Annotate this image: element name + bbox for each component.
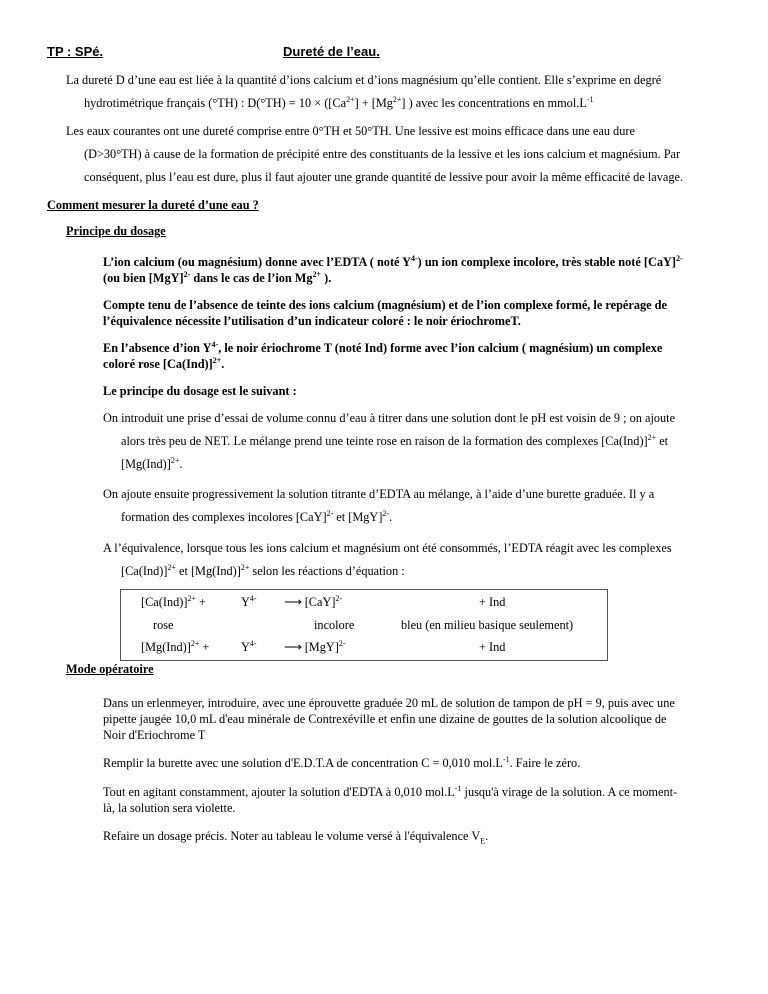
text: ] ) avec les concentrations en mmol.L — [401, 96, 587, 110]
text: Tout en agitant constamment, ajouter la solution d'EDTA à 0,010 mol.L — [103, 785, 455, 799]
superscript: -1 — [586, 94, 594, 104]
principle-paragraph-3-line-1: A l’équivalence, lorsque tous les ions calcium et magnésium ont été consommés, l’EDTA réagit avec les complexes — [103, 541, 672, 555]
intro-paragraph-2-line-2: (D>30°TH) à cause de la formation de précipité entre des constituants de la lessive et les ions calcium et magnésium. Par — [84, 147, 681, 161]
text: hydrotimétrique français (°TH) : D(°TH) = 10 × ([Ca — [84, 96, 347, 110]
doc-label: TP : SPé. — [47, 44, 104, 59]
principle-bold-1-line-1 — [103, 255, 683, 270]
superscript: 2+ — [167, 562, 176, 572]
text: Remplir la burette avec une solution d'E.D.T.A de concentration C = 0,010 mol.L — [103, 756, 503, 770]
superscript: 2- — [183, 269, 191, 279]
eq-row-2-color-2: incolore — [314, 618, 355, 632]
text: jusqu'à virage de la solution. A ce moment- — [461, 785, 678, 799]
superscript: 2+ — [346, 94, 355, 104]
reaction-equations-box — [120, 589, 608, 661]
eq-row-1-product-2: + Ind — [479, 595, 506, 609]
text: + — [195, 595, 206, 609]
text: . — [389, 510, 393, 524]
procedure-paragraph-1-line-1: Dans un erlenmeyer, introduire, avec une éprouvette graduée 20 mL de solution de tampon de pH = 9, puis avec une — [103, 696, 675, 710]
eq-row-3-reactant-1 — [141, 640, 209, 655]
eq-row-3-product-1 — [284, 640, 346, 655]
principle-paragraph-3-line-2 — [121, 564, 405, 579]
principle-paragraph-1-line-2 — [121, 434, 668, 449]
superscript: 4- — [249, 593, 257, 603]
eq-row-1-reactant-2 — [241, 595, 257, 610]
text: formation des complexes incolores [CaY] — [121, 510, 327, 524]
superscript: -1 — [502, 754, 510, 764]
superscript: 2- — [335, 593, 343, 603]
text: ) un ion complexe incolore, très stable noté [CaY] — [417, 255, 676, 269]
subscript: E — [480, 836, 486, 846]
page-title: Dureté de l’eau. — [283, 44, 380, 59]
superscript: 2- — [326, 508, 334, 518]
text: ] + [Mg — [354, 96, 393, 110]
superscript: 2- — [382, 508, 390, 518]
principle-bold-3-line-2 — [103, 357, 224, 372]
text: et [Mg(Ind)] — [175, 564, 241, 578]
section-heading-measure: Comment mesurer la dureté d’une eau ? — [47, 198, 259, 212]
principle-paragraph-1-line-3 — [121, 457, 182, 472]
procedure-paragraph-3-line-2: là, la solution sera violette. — [103, 801, 236, 815]
text: + — [199, 640, 210, 654]
superscript: 2+ — [190, 638, 200, 648]
eq-row-3-reactant-2 — [241, 640, 257, 655]
superscript: 2+ — [170, 455, 180, 465]
superscript: 2+ — [312, 269, 322, 279]
arrow-icon: ⟶ — [284, 595, 302, 609]
text: [Mg(Ind)] — [121, 457, 171, 471]
text: ). — [321, 271, 332, 285]
text: coloré rose [Ca(Ind)] — [103, 357, 213, 371]
eq-row-2-color-3: bleu (en milieu basique seulement) — [401, 618, 574, 632]
text: alors très peu de NET. Le mélange prend une teinte rose en raison de la formation des complexes [Ca(Ind)] — [121, 434, 648, 448]
text: [CaY] — [301, 595, 336, 609]
text: [Mg(Ind)] — [141, 640, 191, 654]
eq-row-1-reactant-1 — [141, 595, 206, 610]
intro-paragraph-2-line-3: conséquent, plus l’eau est dure, plus il faut ajouter une grande quantité de lessive pour avoir la même efficacité de lavage. — [84, 170, 684, 184]
text: Y — [241, 595, 250, 609]
subsection-heading-principle: Principe du dosage — [66, 224, 166, 238]
principle-paragraph-1-line-1: On introduit une prise d’essai de volume connu d’eau à titrer dans une solution dont le pH est voisin de 9 ; on ajoute — [103, 411, 676, 425]
principle-paragraph-2-line-1: On ajoute ensuite progressivement la solution titrante d’EDTA au mélange, à l’aide d’une burette graduée. Il y a — [103, 487, 655, 501]
text: selon les réactions d’équation : — [249, 564, 405, 578]
superscript: 2+ — [392, 94, 402, 104]
procedure-paragraph-3-line-1 — [103, 785, 677, 800]
superscript: 4- — [411, 253, 418, 263]
principle-bold-2-line-2: l’équivalence nécessite l’utilisation d’un indicateur coloré : le noir ériochromeT. — [103, 314, 521, 328]
text: et [MgY] — [333, 510, 383, 524]
eq-row-2-color-1: rose — [153, 618, 174, 632]
text: En l’absence d’ion Y — [103, 341, 212, 355]
superscript: -1 — [454, 783, 462, 793]
intro-paragraph-2-line-1: Les eaux courantes ont une dureté comprise entre 0°TH et 50°TH. Une lessive est moins efficace dans une eau dure — [66, 124, 635, 138]
text: L’ion calcium (ou magnésium) donne avec l’EDTA ( noté Y — [103, 255, 411, 269]
superscript: 2+ — [647, 432, 657, 442]
procedure-paragraph-1-line-2: pipette jaugée 10,0 mL d'eau minérale de Contrexéville et enfin une dizaine de gouttes de la solution alcoolique de — [103, 712, 667, 726]
section-heading-procedure: Mode opératoire — [66, 662, 154, 676]
text: . — [485, 829, 489, 843]
text: Y — [241, 640, 250, 654]
arrow-icon: ⟶ — [284, 640, 302, 654]
text: [MgY] — [301, 640, 339, 654]
superscript: 4- — [249, 638, 257, 648]
principle-bold-3-line-1 — [103, 341, 662, 356]
procedure-paragraph-4 — [103, 829, 488, 844]
intro-paragraph-1-line-1: La dureté D d’une eau est liée à la quantité d’ions calcium et d’ions magnésium qu’elle contient. Elle s’exprime en degré — [66, 73, 662, 87]
superscript: 4- — [211, 339, 219, 349]
procedure-paragraph-2 — [103, 756, 580, 771]
eq-row-1-product-1 — [284, 595, 342, 610]
text: dans le cas de l’ion Mg — [190, 271, 313, 285]
text: , le noir ériochrome T (noté Ind) forme avec l’ion calcium ( magnésium) un complexe — [218, 341, 663, 355]
text: . Faire le zéro. — [509, 756, 581, 770]
principle-bold-1-line-2 — [103, 271, 331, 286]
text: [Ca(Ind)] — [141, 595, 188, 609]
eq-row-3-product-2: + Ind — [479, 640, 506, 654]
principle-paragraph-2-line-2 — [121, 510, 392, 525]
procedure-paragraph-1-line-3: Noir d'Eriochrome T — [103, 728, 206, 742]
superscript: 2- — [675, 253, 683, 263]
text: et — [656, 434, 669, 448]
superscript: 2+ — [187, 593, 196, 603]
text: (ou bien [MgY] — [103, 271, 184, 285]
principle-intro: Le principe du dosage est le suivant : — [103, 384, 297, 398]
hardness-formula — [84, 96, 594, 111]
text: . — [179, 457, 183, 471]
superscript: 2+ — [212, 355, 222, 365]
text: . — [221, 357, 225, 371]
text: Refaire un dosage précis. Noter au tableau le volume versé à l'équivalence V — [103, 829, 481, 843]
text: [Ca(Ind)] — [121, 564, 168, 578]
superscript: 2+ — [240, 562, 250, 572]
principle-bold-2-line-1: Compte tenu de l’absence de teinte des ions calcium (magnésium) et de l’ion complexe formé, le repérage de — [103, 298, 667, 312]
superscript: 2- — [338, 638, 346, 648]
